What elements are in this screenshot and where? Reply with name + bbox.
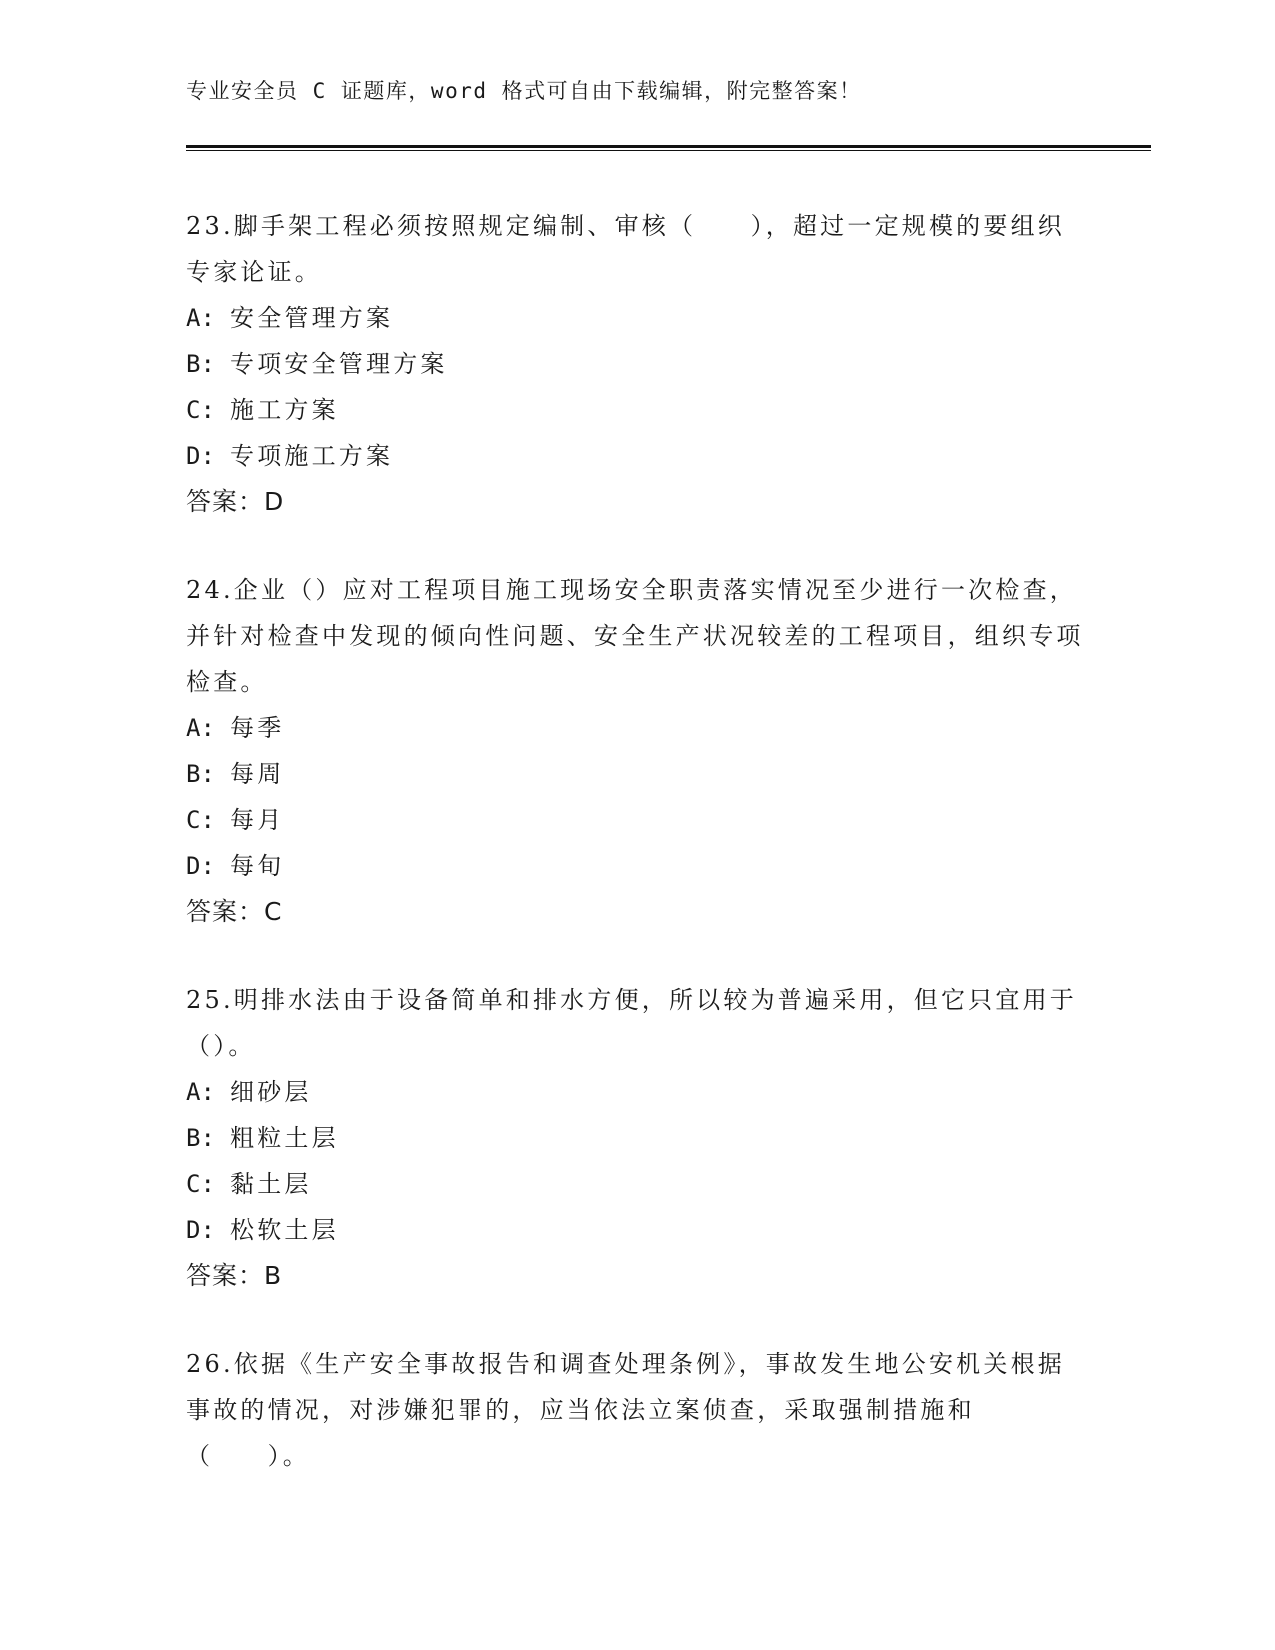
question-text: 23.脚手架工程必须按照规定编制、审核（ ），超过一定规模的要组织专家论证。 [186, 212, 1065, 286]
option-letter: A: [186, 714, 215, 742]
option-letter: C: [186, 806, 215, 834]
option-text: 安全管理方案 [230, 304, 394, 332]
option-letter: A: [186, 304, 215, 332]
question-text: 25.明排水法由于设备简单和排水方便，所以较为普遍采用，但它只宜用于（）。 [186, 986, 1077, 1060]
option-a [186, 1069, 1086, 1115]
option-letter: B: [186, 1124, 215, 1152]
option-text: 施工方案 [230, 396, 339, 424]
option-d [186, 843, 1086, 889]
option-text: 松软土层 [230, 1216, 339, 1244]
question-text: 26.依据《生产安全事故报告和调查处理条例》，事故发生地公安机关根据事故的情况，对涉嫌犯罪的，应当依法立案侦查，采取强制措施和（ ）。 [186, 1350, 1065, 1470]
header-rule-secondary [186, 150, 1151, 151]
option-b [186, 1115, 1086, 1161]
option-letter: C: [186, 396, 215, 424]
question-26 [186, 1341, 1086, 1479]
answer: 答案：B [186, 1261, 283, 1290]
answer: 答案：D [186, 487, 285, 516]
option-letter: D: [186, 852, 215, 880]
option-d [186, 433, 1086, 479]
option-text: 每周 [230, 760, 285, 788]
option-c [186, 797, 1086, 843]
answer: 答案：C [186, 897, 283, 926]
option-text: 专项安全管理方案 [230, 350, 448, 378]
option-letter: D: [186, 442, 215, 470]
option-text: 每月 [230, 806, 285, 834]
option-b [186, 751, 1086, 797]
option-d [186, 1207, 1086, 1253]
header-rule [186, 145, 1151, 148]
page-header: 专业安全员 C 证题库，word 格式可自由下载编辑，附完整答案！ [186, 79, 862, 103]
option-text: 专项施工方案 [230, 442, 394, 470]
option-a [186, 295, 1086, 341]
option-letter: B: [186, 350, 215, 378]
option-text: 黏土层 [230, 1170, 312, 1198]
option-b [186, 341, 1086, 387]
option-a [186, 705, 1086, 751]
option-text: 细砂层 [230, 1078, 312, 1106]
question-list [186, 203, 1086, 1521]
question-text: 24.企业（）应对工程项目施工现场安全职责落实情况至少进行一次检查，并针对检查中发现的倾向性问题、安全生产状况较差的工程项目，组织专项检查。 [186, 576, 1084, 696]
question-25 [186, 977, 1086, 1299]
question-24 [186, 567, 1086, 935]
option-text: 每季 [230, 714, 285, 742]
option-letter: A: [186, 1078, 215, 1106]
option-c [186, 387, 1086, 433]
question-23 [186, 203, 1086, 525]
option-c [186, 1161, 1086, 1207]
option-letter: B: [186, 760, 215, 788]
option-letter: D: [186, 1216, 215, 1244]
option-letter: C: [186, 1170, 215, 1198]
option-text: 粗粒土层 [230, 1124, 339, 1152]
option-text: 每旬 [230, 852, 285, 880]
